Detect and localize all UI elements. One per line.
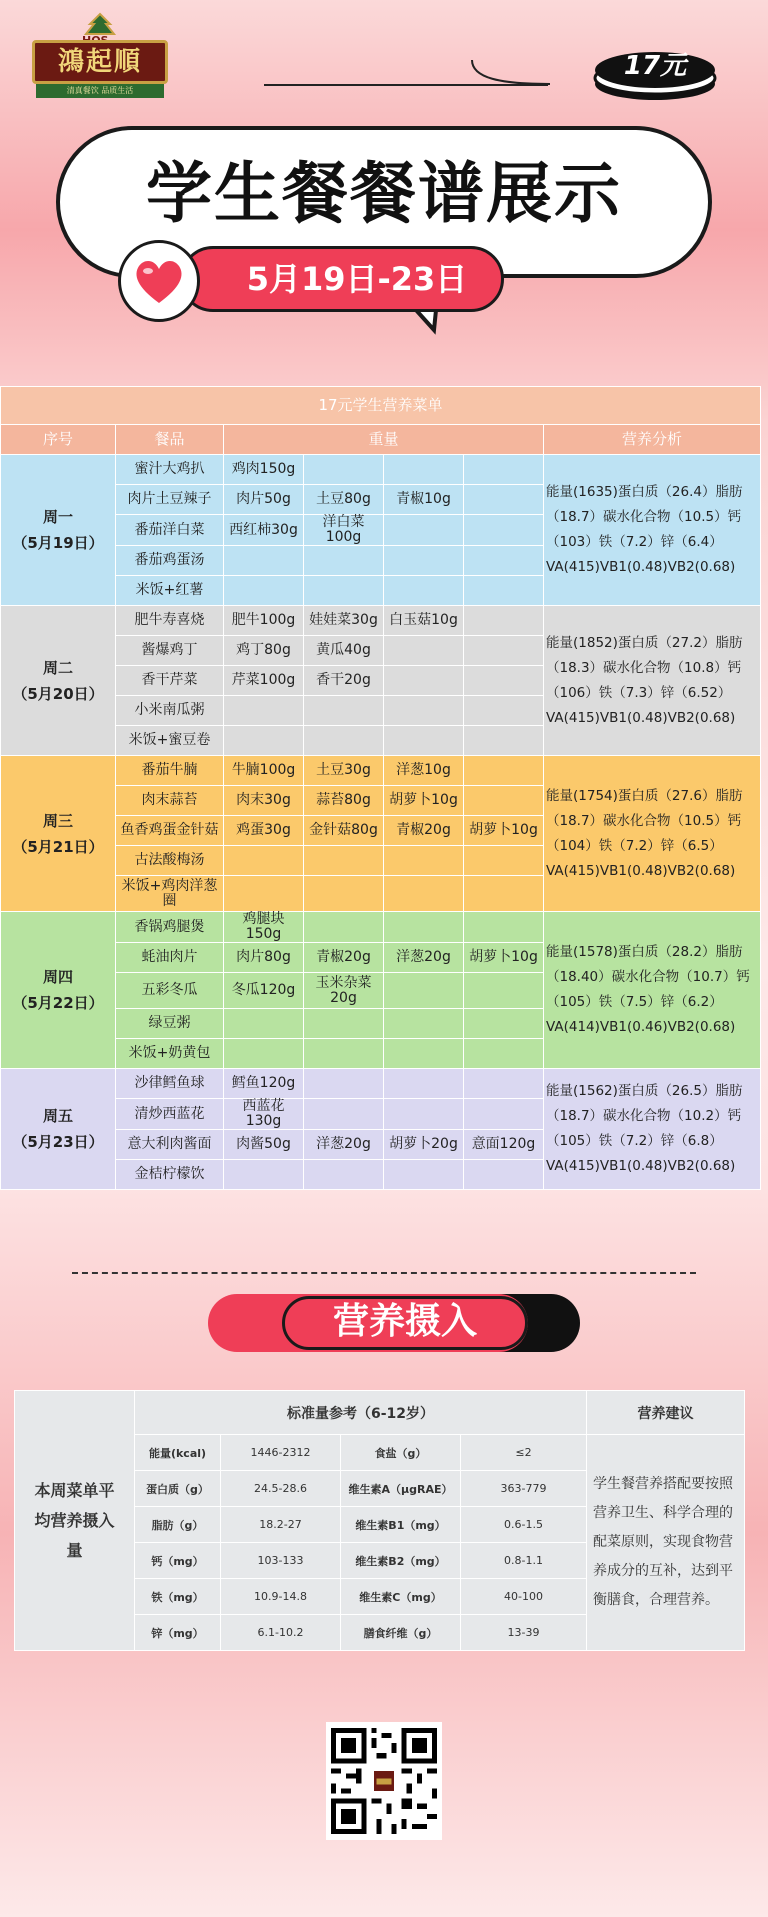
nutrient-label: 蛋白质（g） <box>135 1471 221 1507</box>
dish-name: 金桔柠檬饮 <box>116 1160 224 1190</box>
section-divider <box>72 1272 696 1274</box>
analysis-cell: 能量(1578)蛋白质（28.2）脂肪 （18.40）碳水化合物（10.7）钙 （105）铁（7.5）锌（6.2） VA(414)VB1(0.46)VB2(0.68) <box>544 912 761 1069</box>
nutrition-table <box>14 1390 745 1651</box>
heart-badge <box>118 240 200 322</box>
weight-cell <box>384 1069 464 1099</box>
weight-cell <box>464 1009 544 1039</box>
dish-name: 鱼香鸡蛋金针菇 <box>116 816 224 846</box>
weight-cell: 洋葱20g <box>304 1130 384 1160</box>
weight-cell: 香干20g <box>304 666 384 696</box>
weight-cell <box>224 846 304 876</box>
nutrient-label: 食盐（g） <box>341 1435 461 1471</box>
weight-cell <box>384 726 464 756</box>
weight-cell <box>464 786 544 816</box>
dish-name: 番茄牛腩 <box>116 756 224 786</box>
weight-cell: 西蓝花130g <box>224 1099 304 1130</box>
weight-cell <box>384 546 464 576</box>
nutrient-label: 能量(kcal) <box>135 1435 221 1471</box>
dish-name: 古法酸梅汤 <box>116 846 224 876</box>
weight-cell <box>384 912 464 943</box>
weight-cell: 洋白菜100g <box>304 515 384 546</box>
day-cell: 周二 （5月20日） <box>1 606 116 756</box>
nutrient-label: 脂肪（g） <box>135 1507 221 1543</box>
weight-cell <box>384 876 464 912</box>
weight-cell <box>464 666 544 696</box>
weight-cell <box>464 973 544 1009</box>
weight-cell <box>224 1009 304 1039</box>
section-title: 营养摄入 <box>282 1296 528 1350</box>
weight-cell <box>224 876 304 912</box>
weight-cell <box>464 1160 544 1190</box>
weight-cell <box>384 1099 464 1130</box>
weight-cell <box>304 876 384 912</box>
weight-cell <box>464 606 544 636</box>
dish-name: 香锅鸡腿煲 <box>116 912 224 943</box>
weight-cell: 娃娃菜30g <box>304 606 384 636</box>
weight-cell <box>384 455 464 485</box>
weight-cell <box>304 846 384 876</box>
weight-cell <box>304 696 384 726</box>
ref-header: 标准量参考（6-12岁） <box>135 1391 587 1435</box>
weight-cell <box>464 1039 544 1069</box>
weight-cell: 肥牛100g <box>224 606 304 636</box>
nutrient-range: 103-133 <box>221 1543 341 1579</box>
dish-name: 香干芹菜 <box>116 666 224 696</box>
dish-name: 番茄鸡蛋汤 <box>116 546 224 576</box>
weight-cell <box>304 912 384 943</box>
weight-cell <box>224 576 304 606</box>
dish-name: 小米南瓜粥 <box>116 696 224 726</box>
weight-cell <box>384 636 464 666</box>
dish-name: 酱爆鸡丁 <box>116 636 224 666</box>
weight-cell <box>224 1039 304 1069</box>
day-cell: 周一 （5月19日） <box>1 455 116 606</box>
page-title: 学生餐餐谱展示 <box>146 155 622 232</box>
weight-cell: 蒜苔80g <box>304 786 384 816</box>
weight-cell: 金针菇80g <box>304 816 384 846</box>
weight-cell: 土豆80g <box>304 485 384 515</box>
date-range: 5月19日-23日 <box>180 246 504 312</box>
weight-cell: 白玉菇10g <box>384 606 464 636</box>
weight-cell: 玉米杂菜20g <box>304 973 384 1009</box>
menu-caption: 17元学生营养菜单 <box>1 387 761 425</box>
dish-name: 番茄洋白菜 <box>116 515 224 546</box>
weight-cell <box>224 546 304 576</box>
weight-cell <box>464 636 544 666</box>
nutrient-range: 18.2-27 <box>221 1507 341 1543</box>
weight-cell: 青椒20g <box>304 943 384 973</box>
weight-cell: 胡萝卜10g <box>464 943 544 973</box>
weight-cell <box>384 1009 464 1039</box>
col-header-analysis: 营养分析 <box>544 425 761 455</box>
weight-cell <box>464 1099 544 1130</box>
nutrient-label: 维生素B2（mg） <box>341 1543 461 1579</box>
weight-cell: 肉酱50g <box>224 1130 304 1160</box>
weight-cell: 鳕鱼120g <box>224 1069 304 1099</box>
price-label: 17元 <box>623 51 687 81</box>
dish-name: 米饭+奶黄包 <box>116 1039 224 1069</box>
nutrient-range: 0.6-1.5 <box>461 1507 587 1543</box>
heart-icon <box>133 257 185 305</box>
weight-cell <box>464 576 544 606</box>
dish-name: 蚝油肉片 <box>116 943 224 973</box>
weight-cell: 胡萝卜20g <box>384 1130 464 1160</box>
weight-cell <box>304 1009 384 1039</box>
row-header: 本周菜单平均营养摄入量 <box>15 1391 135 1651</box>
dish-name: 肉末蒜苔 <box>116 786 224 816</box>
dish-name: 沙律鳕鱼球 <box>116 1069 224 1099</box>
nutrient-range: ≤2 <box>461 1435 587 1471</box>
col-header-weight: 重量 <box>224 425 544 455</box>
weight-cell <box>224 696 304 726</box>
weight-cell <box>304 576 384 606</box>
weight-cell <box>464 455 544 485</box>
weight-cell: 胡萝卜10g <box>464 816 544 846</box>
weight-cell: 肉片80g <box>224 943 304 973</box>
weight-cell: 鸡丁80g <box>224 636 304 666</box>
day-cell: 周三 （5月21日） <box>1 756 116 912</box>
weight-cell <box>464 912 544 943</box>
weight-cell: 洋葱10g <box>384 756 464 786</box>
weight-cell: 胡萝卜10g <box>384 786 464 816</box>
weight-cell: 洋葱20g <box>384 943 464 973</box>
weight-cell: 黄瓜40g <box>304 636 384 666</box>
weight-cell: 西红柿30g <box>224 515 304 546</box>
dish-name: 五彩冬瓜 <box>116 973 224 1009</box>
weight-cell <box>464 485 544 515</box>
analysis-cell: 能量(1754)蛋白质（27.6）脂肪 （18.7）碳水化合物（10.5）钙 （104）铁（7.2）锌（6.5） VA(415)VB1(0.48)VB2(0.68) <box>544 756 761 912</box>
weight-cell <box>464 696 544 726</box>
nutrient-range: 13-39 <box>461 1615 587 1651</box>
dish-name: 米饭+鸡肉洋葱圈 <box>116 876 224 912</box>
weight-cell <box>464 515 544 546</box>
weight-cell: 肉片50g <box>224 485 304 515</box>
weight-cell <box>384 666 464 696</box>
weight-cell <box>224 1160 304 1190</box>
weight-cell: 意面120g <box>464 1130 544 1160</box>
nutrient-label: 锌（mg） <box>135 1615 221 1651</box>
nutrient-range: 24.5-28.6 <box>221 1471 341 1507</box>
dish-name: 蜜汁大鸡扒 <box>116 455 224 485</box>
weight-cell <box>304 1099 384 1130</box>
weight-cell: 青椒20g <box>384 816 464 846</box>
weight-cell <box>304 1069 384 1099</box>
nutrient-range: 363-779 <box>461 1471 587 1507</box>
qr-code[interactable] <box>326 1722 442 1840</box>
nutrient-range: 10.9-14.8 <box>221 1579 341 1615</box>
menu-table <box>0 386 761 1190</box>
advice-text: 学生餐营养搭配要按照营养卫生、科学合理的配菜原则，实现食物营养成分的互补，达到平衡膳食，合理营养。 <box>587 1435 745 1651</box>
dish-name: 绿豆粥 <box>116 1009 224 1039</box>
nutrient-label: 维生素C（mg） <box>341 1579 461 1615</box>
weight-cell <box>304 1160 384 1190</box>
weight-cell <box>464 876 544 912</box>
weight-cell: 鸡蛋30g <box>224 816 304 846</box>
nutrient-label: 维生素A（μgRAE） <box>341 1471 461 1507</box>
weight-cell <box>384 846 464 876</box>
weight-cell <box>304 455 384 485</box>
weight-cell: 牛腩100g <box>224 756 304 786</box>
weight-cell <box>224 726 304 756</box>
analysis-cell: 能量(1635)蛋白质（26.4）脂肪 （18.7）碳水化合物（10.5）钙 （103）铁（7.2）锌（6.4） VA(415)VB1(0.48)VB2(0.68) <box>544 455 761 606</box>
dish-name: 米饭+红薯 <box>116 576 224 606</box>
nutrient-range: 1446-2312 <box>221 1435 341 1471</box>
nutrient-range: 0.8-1.1 <box>461 1543 587 1579</box>
weight-cell <box>384 1160 464 1190</box>
weight-cell: 芹菜100g <box>224 666 304 696</box>
col-header-dish: 餐品 <box>116 425 224 455</box>
weight-cell <box>384 696 464 726</box>
qr-code-icon <box>331 1727 437 1835</box>
day-cell: 周五 （5月23日） <box>1 1069 116 1190</box>
weight-cell <box>384 1039 464 1069</box>
weight-cell <box>464 546 544 576</box>
dish-name: 清炒西蓝花 <box>116 1099 224 1130</box>
weight-cell: 冬瓜120g <box>224 973 304 1009</box>
nutrient-label: 铁（mg） <box>135 1579 221 1615</box>
header-curve <box>470 58 570 88</box>
weight-cell <box>464 846 544 876</box>
weight-cell <box>304 1039 384 1069</box>
nutrient-label: 膳食纤维（g） <box>341 1615 461 1651</box>
weight-cell <box>304 546 384 576</box>
weight-cell <box>384 973 464 1009</box>
nutrient-range: 6.1-10.2 <box>221 1615 341 1651</box>
day-cell: 周四 （5月22日） <box>1 912 116 1069</box>
logo-name: 鴻起順 <box>32 40 168 84</box>
brand-logo <box>32 12 168 102</box>
nutrient-label: 钙（mg） <box>135 1543 221 1579</box>
weight-cell: 鸡腿块150g <box>224 912 304 943</box>
weight-cell <box>464 726 544 756</box>
analysis-cell: 能量(1562)蛋白质（26.5）脂肪 （18.7）碳水化合物（10.2）钙 （105）铁（7.2）锌（6.8） VA(415)VB1(0.48)VB2(0.68) <box>544 1069 761 1190</box>
weight-cell <box>464 756 544 786</box>
logo-slogan: 清真餐饮 品质生活 <box>36 84 164 98</box>
weight-cell <box>384 576 464 606</box>
weight-cell: 土豆30g <box>304 756 384 786</box>
weight-cell: 青椒10g <box>384 485 464 515</box>
nutrient-label: 维生素B1（mg） <box>341 1507 461 1543</box>
weight-cell <box>304 726 384 756</box>
col-header-index: 序号 <box>1 425 116 455</box>
dish-name: 意大利肉酱面 <box>116 1130 224 1160</box>
dish-name: 米饭+蜜豆卷 <box>116 726 224 756</box>
weight-cell: 肉末30g <box>224 786 304 816</box>
weight-cell <box>384 515 464 546</box>
nutrient-range: 40-100 <box>461 1579 587 1615</box>
dish-name: 肉片土豆辣子 <box>116 485 224 515</box>
analysis-cell: 能量(1852)蛋白质（27.2）脂肪 （18.3）碳水化合物（10.8）钙 （106）铁（7.3）锌（6.52） VA(415)VB1(0.48)VB2(0.68) <box>544 606 761 756</box>
weight-cell: 鸡肉150g <box>224 455 304 485</box>
dish-name: 肥牛寿喜烧 <box>116 606 224 636</box>
advice-header: 营养建议 <box>587 1391 745 1435</box>
weight-cell <box>464 1069 544 1099</box>
